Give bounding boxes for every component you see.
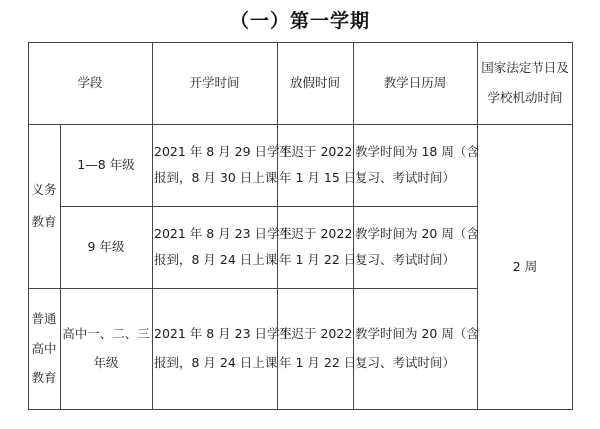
row2-grade: 9 年级: [87, 239, 125, 255]
header-weeks: 教学日历周: [383, 75, 447, 91]
section-title: （一）第一学期: [229, 10, 370, 32]
header-national: 国家法定节日及 学校机动时间: [481, 60, 569, 105]
header-stage: 学段: [77, 75, 103, 91]
row3-start: 2021 年 8 月 23 日学生 报到，8 月 24 日上课: [154, 325, 293, 370]
row3-grade: 高中一、二、三 年级: [62, 325, 150, 370]
row1-holiday: 不迟于 2022 年 1 月 15 日: [279, 144, 357, 185]
row3-weeks: 教学时间为 20 周（含 复习、考试时间）: [355, 325, 479, 370]
row2-holiday: 不迟于 2022 年 1 月 22 日: [279, 226, 357, 267]
row2-weeks: 教学时间为 20 周（含 复习、考试时间）: [355, 226, 479, 267]
header-holiday: 放假时间: [289, 75, 340, 91]
table-border-bottom: [28, 409, 573, 410]
schedule-table: [28, 42, 573, 410]
row3-holiday: 不迟于 2022 年 1 月 22 日: [279, 325, 357, 370]
row1-grade: 1—8 年级: [77, 157, 135, 173]
row2-start: 2021 年 8 月 23 日学生 报到，8 月 24 日上课: [154, 226, 293, 267]
row1-start: 2021 年 8 月 29 日学生 报到，8 月 30 日上课: [154, 144, 293, 185]
national-holiday-value: 2 周: [512, 258, 538, 274]
group-compulsory: 义务 教育: [31, 181, 57, 229]
header-start: 开学时间: [189, 75, 240, 91]
row1-weeks: 教学时间为 18 周（含 复习、考试时间）: [355, 144, 479, 185]
group-highschool: 普通 高中 教育: [31, 311, 57, 386]
